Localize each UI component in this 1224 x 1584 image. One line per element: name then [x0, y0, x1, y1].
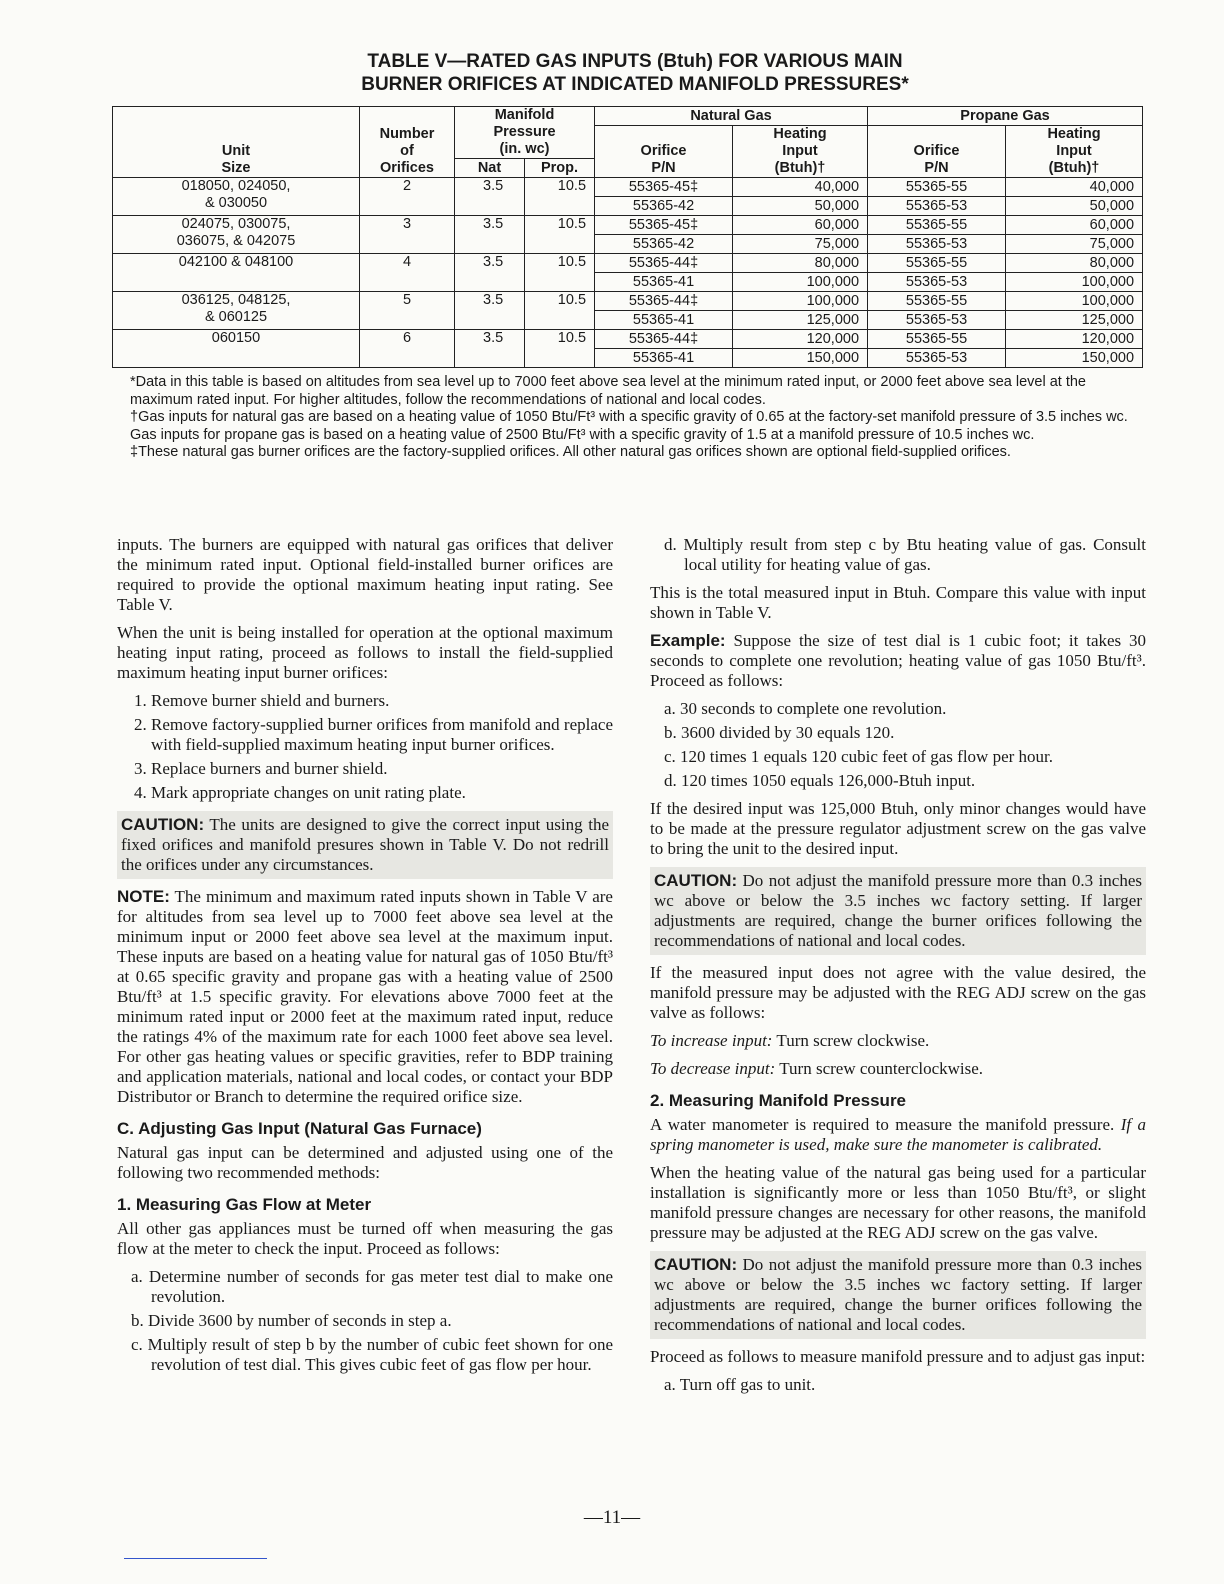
header-prop: Prop. — [525, 159, 595, 178]
paragraph-heating-value: When the heating value of the natural gas being used for a particular installation is significantly more or less than 1050 Btu/ft³, or slight manifold pressure changes are necessary for other reasons, the manifold pressure may be adjusted at the REG ADJ screw on the gas valve. — [650, 1163, 1146, 1242]
nat-orifice-cell: 55365-45‡ — [595, 178, 733, 197]
header-manifold-pressure: Manifold Pressure (in. wc) — [455, 107, 595, 159]
table-row — [113, 330, 1143, 349]
orifices-cell: 2 — [360, 178, 455, 216]
table-title-line2: BURNER ORIFICES AT INDICATED MANIFOLD PRESSURES* — [361, 74, 909, 95]
table-row — [113, 292, 1143, 311]
gas-input-table — [112, 106, 1143, 368]
prop-orifice-cell: 55365-53 — [868, 349, 1006, 368]
nat-pressure-cell: 3.5 — [455, 254, 525, 292]
list-item: d. 120 times 1050 equals 126,000-Btuh input. — [664, 771, 976, 790]
list-item: 2. Remove factory-supplied burner orifices from manifold and replace with field-supplied maximum heating input burner orifices. — [151, 715, 613, 755]
unit-size-cell: 024075, 030075, 036075, & 042075 — [113, 216, 360, 254]
heading-adjusting-gas-input: C. Adjusting Gas Input (Natural Gas Furnace) — [117, 1119, 482, 1138]
header-orifices: Number of Orifices — [360, 107, 455, 178]
prop-orifice-cell: 55365-55 — [868, 330, 1006, 349]
unit-size-cell: 042100 & 048100 — [113, 254, 360, 292]
list-item: d. Multiply result from step c by Btu heating value of gas. Consult local utility for heating value of gas. — [664, 535, 1146, 574]
nat-pressure-cell: 3.5 — [455, 178, 525, 216]
heading-measuring-manifold-pressure: 2. Measuring Manifold Pressure — [650, 1091, 907, 1110]
nat-heating-input-cell: 120,000 — [733, 330, 868, 349]
prop-orifice-cell: 55365-53 — [868, 197, 1006, 216]
list-item: c. Multiply result of step b by the number of cubic feet shown for one revolution of test dial. This gives cubic feet of gas flow per hour. — [131, 1335, 613, 1374]
orifices-cell: 4 — [360, 254, 455, 292]
header-nat-orifice: Orifice P/N — [595, 126, 733, 178]
orifice-install-steps — [117, 691, 613, 803]
list-item: a. Turn off gas to unit. — [664, 1375, 816, 1394]
decrease-input-line: To decrease input: Turn screw counterclockwise. — [650, 1059, 984, 1078]
caution-box-manifold-pressure: CAUTION: Do not adjust the manifold pressure more than 0.3 inches wc above or below the 3.5 inches wc factory setting. If larger adjustments are required, change the burner orifices following the recommendations of national and local codes. — [650, 867, 1146, 955]
prop-pressure-cell: 10.5 — [525, 330, 595, 368]
table-row — [113, 216, 1143, 235]
nat-orifice-cell: 55365-41 — [595, 311, 733, 330]
paragraph-proceed: Proceed as follows to measure manifold pressure and to adjust gas input: — [650, 1347, 1146, 1366]
prop-heating-input-cell: 80,000 — [1006, 254, 1143, 273]
paragraph-inputs: inputs. The burners are equipped with natural gas orifices that deliver the minimum rated input. Optional field-installed burner orifices are required to provide the optional maximum heating input rating. See Table V. — [117, 535, 613, 614]
manifold-steps — [650, 1375, 1146, 1395]
meter-steps — [117, 1267, 613, 1375]
list-item: 3. Replace burners and burner shield. — [151, 759, 613, 779]
nat-orifice-cell: 55365-41 — [595, 273, 733, 292]
footnote-gas-inputs: †Gas inputs for natural gas are based on a heating value of 1050 Btu/Ft³ with a specific gravity of 0.65 at the factory-set manifold pressure of 3.5 inches wc. Gas inputs for propane gas is based on a heating value of 2500 Btu/Ft³ with a specific gravity of 1.5 at a manifold pressure of 10.5 inches wc. — [130, 409, 1128, 443]
prop-pressure-cell: 10.5 — [525, 292, 595, 330]
list-item: c. 120 times 1 equals 120 cubic feet of gas flow per hour. — [664, 747, 1054, 766]
prop-orifice-cell: 55365-55 — [868, 254, 1006, 273]
footnote-factory-orifices: ‡These natural gas burner orifices are the factory-supplied orifices. All other natural gas orifices shown are optional field-supplied orifices. — [130, 444, 1011, 460]
heading-measuring-gas-flow: 1. Measuring Gas Flow at Meter — [117, 1195, 372, 1214]
example-steps — [650, 699, 1146, 791]
table-title-line1: TABLE V—RATED GAS INPUTS (Btuh) FOR VARIOUS MAIN — [367, 51, 903, 72]
prop-heating-input-cell: 100,000 — [1006, 273, 1143, 292]
nat-pressure-cell: 3.5 — [455, 330, 525, 368]
nat-pressure-cell: 3.5 — [455, 216, 525, 254]
example-paragraph: Example: Suppose the size of test dial is 1 cubic foot; it takes 30 seconds to complete one revolution; heating value of gas 1050 Btu/ft³. Proceed as follows: — [650, 631, 1147, 690]
note-paragraph: NOTE: The minimum and maximum rated inputs shown in Table V are for altitudes from sea level up to 7000 feet above sea level at the minimum input or 2000 feet above sea level at the maximum input. These inputs are based on a heating value for natural gas of 1050 Btu/ft³ at 0.65 specific gravity and propane gas with a heating value of 2500 Btu/ft³ at 1.5 specific gravity. For elevations above 7000 feet at the minimum rated input or 2000 feet at the maximum rated input, reduce the ratings 4% of the maximum rate for each 1000 feet above sea level. For other gas heating values or specific gravities, refer to BDP training and application materials, national and local codes, or contact your BDP Distributor or Branch to determine the required orifice size. — [117, 887, 613, 1106]
unit-size-cell: 036125, 048125, & 060125 — [113, 292, 360, 330]
nat-orifice-cell: 55365-44‡ — [595, 330, 733, 349]
table-row — [113, 254, 1143, 273]
prop-heating-input-cell: 40,000 — [1006, 178, 1143, 197]
header-propane-gas: Propane Gas — [868, 107, 1143, 126]
nat-heating-input-cell: 75,000 — [733, 235, 868, 254]
prop-pressure-cell: 10.5 — [525, 254, 595, 292]
header-prop-heating-input: Heating Input (Btuh)† — [1006, 126, 1143, 178]
paragraph-gas-appliances: All other gas appliances must be turned off when measuring the gas flow at the meter to check the input. Proceed as follows: — [117, 1219, 613, 1258]
header-nat: Nat — [455, 159, 525, 178]
table-row — [113, 178, 1143, 197]
prop-orifice-cell: 55365-53 — [868, 235, 1006, 254]
list-item: 4. Mark appropriate changes on unit rating plate. — [151, 783, 613, 803]
unit-size-cell: 060150 — [113, 330, 360, 368]
nat-orifice-cell: 55365-42 — [595, 235, 733, 254]
prop-heating-input-cell: 125,000 — [1006, 311, 1143, 330]
increase-input-line: To increase input: Turn screw clockwise. — [650, 1031, 930, 1050]
nat-orifice-cell: 55365-44‡ — [595, 292, 733, 311]
nat-heating-input-cell: 150,000 — [733, 349, 868, 368]
nat-heating-input-cell: 40,000 — [733, 178, 868, 197]
prop-heating-input-cell: 120,000 — [1006, 330, 1143, 349]
prop-orifice-cell: 55365-55 — [868, 292, 1006, 311]
caution-box-manifold-pressure-2: CAUTION: Do not adjust the manifold pressure more than 0.3 inches wc above or below the 3.5 inches wc factory setting. If larger adjustments are required, change the burner orifices following the recommendations of national and local codes. — [650, 1251, 1146, 1339]
paragraph-methods: Natural gas input can be determined and adjusted using one of the following two recommended methods: — [117, 1143, 613, 1182]
header-nat-heating-input: Heating Input (Btuh)† — [733, 126, 868, 178]
nat-orifice-cell: 55365-44‡ — [595, 254, 733, 273]
page-number: —11— — [583, 1507, 641, 1528]
nat-orifice-cell: 55365-42 — [595, 197, 733, 216]
prop-orifice-cell: 55365-55 — [868, 216, 1006, 235]
prop-heating-input-cell: 150,000 — [1006, 349, 1143, 368]
prop-orifice-cell: 55365-53 — [868, 273, 1006, 292]
paragraph-optional-maximum: When the unit is being installed for operation at the optional maximum heating input rating, proceed as follows to install the field-supplied maximum heating input burner orifices: — [117, 623, 613, 682]
footnote-altitude: *Data in this table is based on altitudes from sea level up to 7000 feet above sea level at the minimum rated input, or 2000 feet above sea level at the maximum rated input. For higher altitudes, follow the recommendations of national and local codes. — [130, 374, 1086, 408]
prop-orifice-cell: 55365-53 — [868, 311, 1006, 330]
paragraph-desired-input: If the desired input was 125,000 Btuh, only minor changes would have to be made at the pressure regulator adjustment screw on the gas valve to bring the unit to the desired input. — [650, 799, 1146, 858]
prop-heating-input-cell: 50,000 — [1006, 197, 1143, 216]
table-title — [120, 50, 1150, 96]
prop-heating-input-cell: 75,000 — [1006, 235, 1143, 254]
footer-rule — [124, 1558, 267, 1559]
caution-box-fixed-orifices: CAUTION: The units are designed to give the correct input using the fixed orifices and manifold presures shown in Table V. Do not redrill the orifices under any circumstances. — [117, 811, 613, 879]
nat-pressure-cell: 3.5 — [455, 292, 525, 330]
list-item: b. Divide 3600 by number of seconds in step a. — [131, 1311, 452, 1330]
unit-size-cell: 018050, 024050, & 030050 — [113, 178, 360, 216]
left-column — [117, 535, 613, 1383]
prop-pressure-cell: 10.5 — [525, 216, 595, 254]
paragraph-water-manometer: A water manometer is required to measure the manifold pressure. If a spring manometer is used, make sure the manometer is calibrated. — [650, 1115, 1147, 1154]
table-footnotes — [130, 374, 1150, 462]
prop-heating-input-cell: 60,000 — [1006, 216, 1143, 235]
prop-heating-input-cell: 100,000 — [1006, 292, 1143, 311]
orifices-cell: 6 — [360, 330, 455, 368]
right-column — [650, 535, 1146, 1403]
header-unit-size: Unit Size — [113, 107, 360, 178]
nat-orifice-cell: 55365-45‡ — [595, 216, 733, 235]
paragraph-reg-adj: If the measured input does not agree with the value desired, the manifold pressure may be adjusted with the REG ADJ screw on the gas valve as follows: — [650, 963, 1146, 1022]
nat-heating-input-cell: 50,000 — [733, 197, 868, 216]
header-prop-orifice: Orifice P/N — [868, 126, 1006, 178]
header-natural-gas: Natural Gas — [595, 107, 868, 126]
list-item: a. Determine number of seconds for gas meter test dial to make one revolution. — [131, 1267, 613, 1306]
list-item: b. 3600 divided by 30 equals 120. — [664, 723, 895, 742]
list-item: 1. Remove burner shield and burners. — [151, 691, 613, 711]
nat-heating-input-cell: 100,000 — [733, 273, 868, 292]
nat-heating-input-cell: 125,000 — [733, 311, 868, 330]
nat-heating-input-cell: 100,000 — [733, 292, 868, 311]
orifices-cell: 5 — [360, 292, 455, 330]
prop-pressure-cell: 10.5 — [525, 178, 595, 216]
nat-heating-input-cell: 80,000 — [733, 254, 868, 273]
orifices-cell: 3 — [360, 216, 455, 254]
paragraph-total-input: This is the total measured input in Btuh. Compare this value with input shown in Table V. — [650, 583, 1146, 622]
nat-heating-input-cell: 60,000 — [733, 216, 868, 235]
nat-orifice-cell: 55365-41 — [595, 349, 733, 368]
meter-steps-continued — [650, 535, 1146, 575]
list-item: a. 30 seconds to complete one revolution. — [664, 699, 947, 718]
prop-orifice-cell: 55365-55 — [868, 178, 1006, 197]
